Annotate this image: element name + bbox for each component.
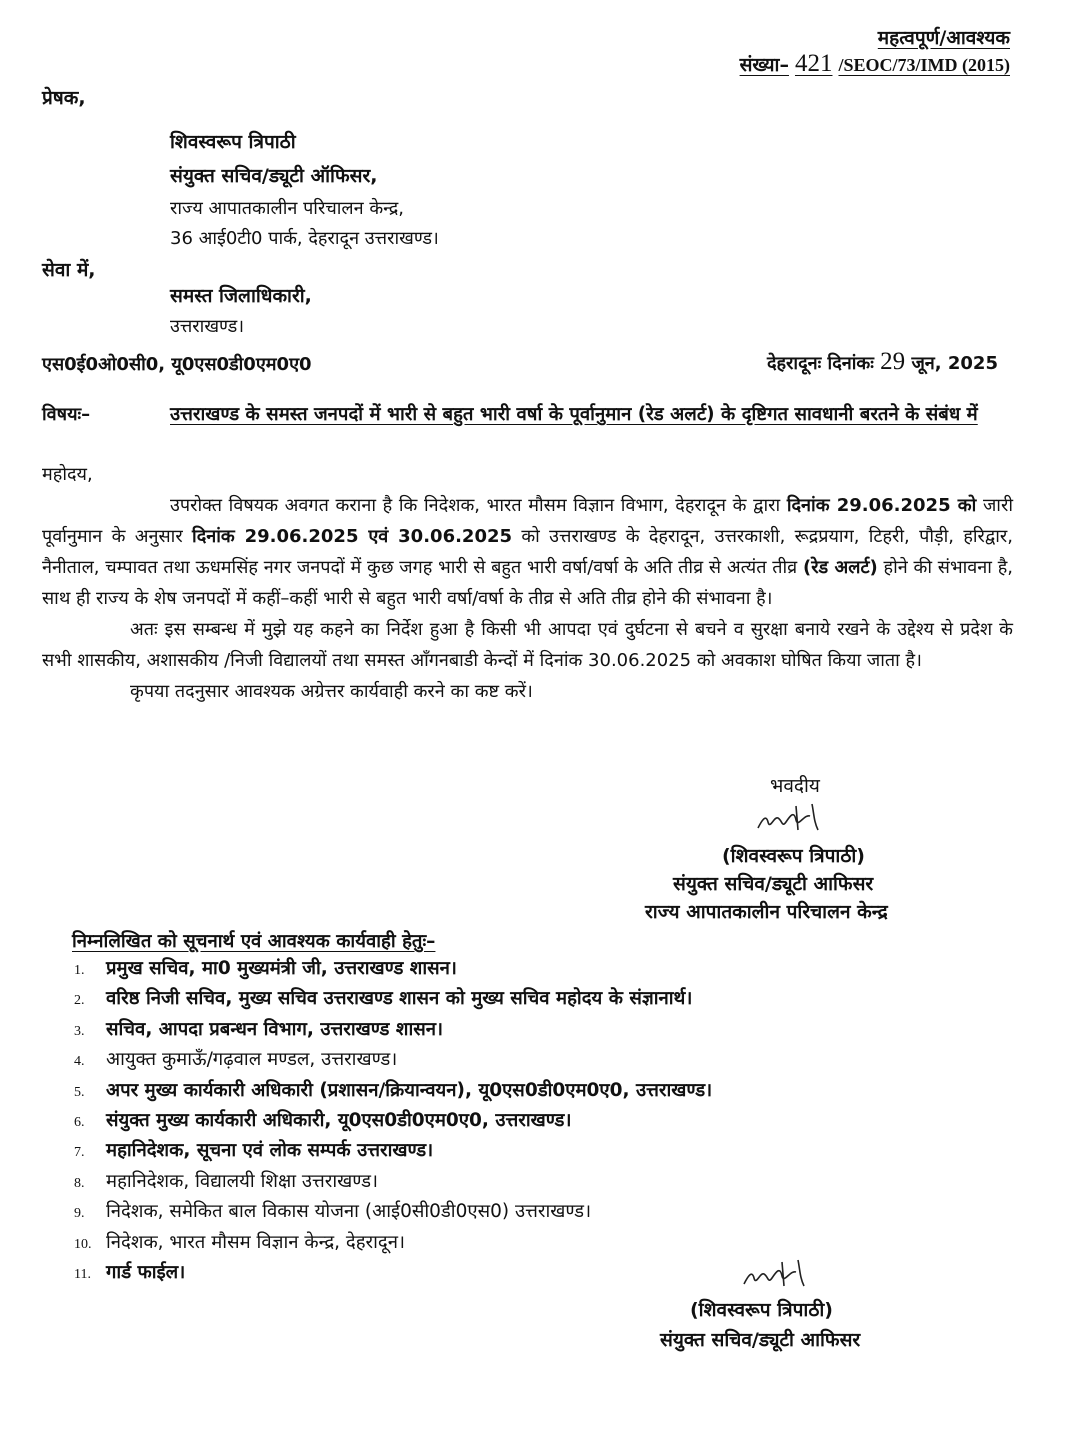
sender-office: राज्य आपातकालीन परिचालन केन्द्र, xyxy=(170,198,405,219)
list-item-number: 9. xyxy=(74,1206,85,1222)
list-item-text: प्रमुख सचिव, मा0 मुख्यमंत्री जी, उत्तराखण्ड शासन। xyxy=(106,958,457,979)
signoff-name: (शिवस्वरूप त्रिपाठी) xyxy=(722,845,865,867)
date-day: 29 xyxy=(880,348,906,375)
recipient-state: उत्तराखण्ड। xyxy=(170,316,245,337)
subject-text: उत्तराखण्ड के समस्त जनपदों में भारी से बहुत भारी वर्षा के पूर्वानुमान (रेड अलर्ट) के दृष्टिगत सावधानी बरतने के संबंध में xyxy=(170,404,978,425)
list-item-number: 8. xyxy=(74,1175,85,1191)
list-item-number: 10. xyxy=(74,1236,92,1252)
recipient-label: सेवा में, xyxy=(42,259,96,281)
list-item xyxy=(74,954,1024,984)
list-item-number: 4. xyxy=(74,1054,85,1070)
list-item-number: 3. xyxy=(74,1023,85,1039)
copy-to-list xyxy=(74,954,1024,1288)
list-item xyxy=(74,1045,1024,1075)
sender-designation: संयुक्त सचिव/ड्यूटी ऑफिसर, xyxy=(170,165,378,187)
ref-code: एस0ई0ओ0सी0, यू0एस0डी0एम0ए0 xyxy=(42,354,312,375)
list-item-number: 2. xyxy=(74,993,85,1009)
list-item xyxy=(74,1197,1024,1227)
list-item-number: 5. xyxy=(74,1084,85,1100)
list-item-text: महानिदेशक, विद्यालयी शिक्षा उत्तराखण्ड। xyxy=(106,1170,378,1192)
importance-label: महत्वपूर्ण/आवश्यक xyxy=(877,27,1010,49)
list-item xyxy=(74,984,1024,1014)
subject-label: विषयः– xyxy=(42,404,91,425)
date-prefix: देहरादूनः दिनांकः xyxy=(766,353,874,374)
list-item xyxy=(74,1136,1024,1166)
list-item xyxy=(74,1015,1024,1045)
list-item-text: निदेशक, भारत मौसम विज्ञान केन्द्र, देहरादून। xyxy=(106,1231,406,1253)
list-item-text: महानिदेशक, सूचना एवं लोक सम्पर्क उत्तराखण्ड। xyxy=(106,1140,434,1162)
signoff-designation: संयुक्त सचिव/ड्यूटी आफिसर xyxy=(673,873,874,895)
letter-body xyxy=(42,490,1013,707)
ref-date xyxy=(767,348,998,376)
closing: भवदीय xyxy=(770,775,820,797)
letter-number xyxy=(740,50,1010,78)
signoff2-name: (शिवस्वरूप त्रिपाठी) xyxy=(690,1299,833,1321)
list-item xyxy=(74,1228,1024,1258)
sender-name: शिवस्वरूप त्रिपाठी xyxy=(170,131,296,153)
body-paragraph-1: उपरोक्त विषयक अवगत कराना है कि निदेशक, भारत मौसम विज्ञान विभाग, देहरादून के द्वारा दिनांक 29.06.2025 को जारी पूर्वानुमान के अनुसार दिनांक 29.06.2025 एवं 30.06.2025 को उत्तराखण्ड के देहरादून, उत्तरकाशी, रूद्रप्रयाग, टिहरी, पौड़ी, हरिद्वार, नैनीताल, चम्पावत तथा ऊधमसिंह नगर जनपदों में कुछ जगह भारी से बहुत भारी वर्षा/वर्षा के अति तीव्र से अत्यंत तीव्र (रेड अलर्ट) होने की संभावना है, साथ ही राज्य के शेष जनपदों में कहीं–कहीं भारी से बहुत भारी वर्षा/वर्षा के तीव्र से अति तीव्र होने की संभावना है। xyxy=(42,495,1013,609)
date-rest: जून, 2025 xyxy=(911,353,998,374)
list-item-number: 6. xyxy=(74,1114,85,1130)
list-item-text: अपर मुख्य कार्यकारी अधिकारी (प्रशासन/क्रियान्वयन), यू0एस0डी0एम0ए0, उत्तराखण्ड। xyxy=(106,1079,713,1101)
number-label: संख्या– xyxy=(739,54,789,76)
signoff2-designation: संयुक्त सचिव/ड्यूटी आफिसर xyxy=(660,1329,861,1351)
signature-image xyxy=(752,800,832,840)
list-item-number: 1. xyxy=(74,963,85,978)
list-item-text: सचिव, आपदा प्रबन्धन विभाग, उत्तराखण्ड शासन। xyxy=(106,1018,444,1040)
number-value: 421 xyxy=(794,50,833,77)
list-item-text: वरिष्ठ निजी सचिव, मुख्य सचिव उत्तराखण्ड शासन को मुख्य सचिव महोदय के संज्ञानार्थ। xyxy=(106,988,693,1010)
list-item-number: 11. xyxy=(74,1266,91,1282)
signoff-office: राज्य आपातकालीन परिचालन केन्द्र xyxy=(645,901,888,923)
body-paragraph-3: कृपया तदनुसार आवश्यक अग्रेत्तर कार्यवाही करने का कष्ट करें। xyxy=(130,681,533,702)
list-item-text: गार्ड फाईल। xyxy=(106,1261,186,1283)
number-code: /SEOC/73/IMD (2015) xyxy=(838,55,1010,75)
body-paragraph-2: अतः इस सम्बन्ध में मुझे यह कहने का निर्देश हुआ है किसी भी आपदा एवं दुर्घटना से बचने व सुरक्षा बनाये रखने के उद्देश्य से प्रदेश के सभी शासकीय, अशासकीय /निजी विद्यालयों तथा समस्त आँगनबाडी केन्दों में दिनांक 30.06.2025 को अवकाश घोषित किया जाता है। xyxy=(42,619,1013,671)
salutation: महोदय, xyxy=(42,464,93,485)
list-item-number: 7. xyxy=(74,1145,85,1161)
list-item xyxy=(74,1258,1024,1288)
sender-label: प्रेषक, xyxy=(42,87,86,109)
list-item xyxy=(74,1106,1024,1136)
list-item xyxy=(74,1076,1024,1106)
recipient-name: समस्त जिलाधिकारी, xyxy=(170,285,312,307)
signature-image-2 xyxy=(738,1256,818,1296)
list-item-text: संयुक्त मुख्य कार्यकारी अधिकारी, यू0एस0डी0एम0ए0, उत्तराखण्ड। xyxy=(106,1109,572,1131)
list-item xyxy=(74,1167,1024,1197)
sender-address: 36 आई0टी0 पार्क, देहरादून उत्तराखण्ड। xyxy=(170,228,439,249)
copy-to-title: निम्नलिखित को सूचनार्थ एवं आवश्यक कार्यवाही हेतुः– xyxy=(72,931,436,952)
list-item-text: आयुक्त कुमाऊँ/गढ़वाल मण्डल, उत्तराखण्ड। xyxy=(106,1049,398,1071)
list-item-text: निदेशक, समेकित बाल विकास योजना (आई0सी0डी0एस0) उत्तराखण्ड। xyxy=(106,1201,592,1223)
